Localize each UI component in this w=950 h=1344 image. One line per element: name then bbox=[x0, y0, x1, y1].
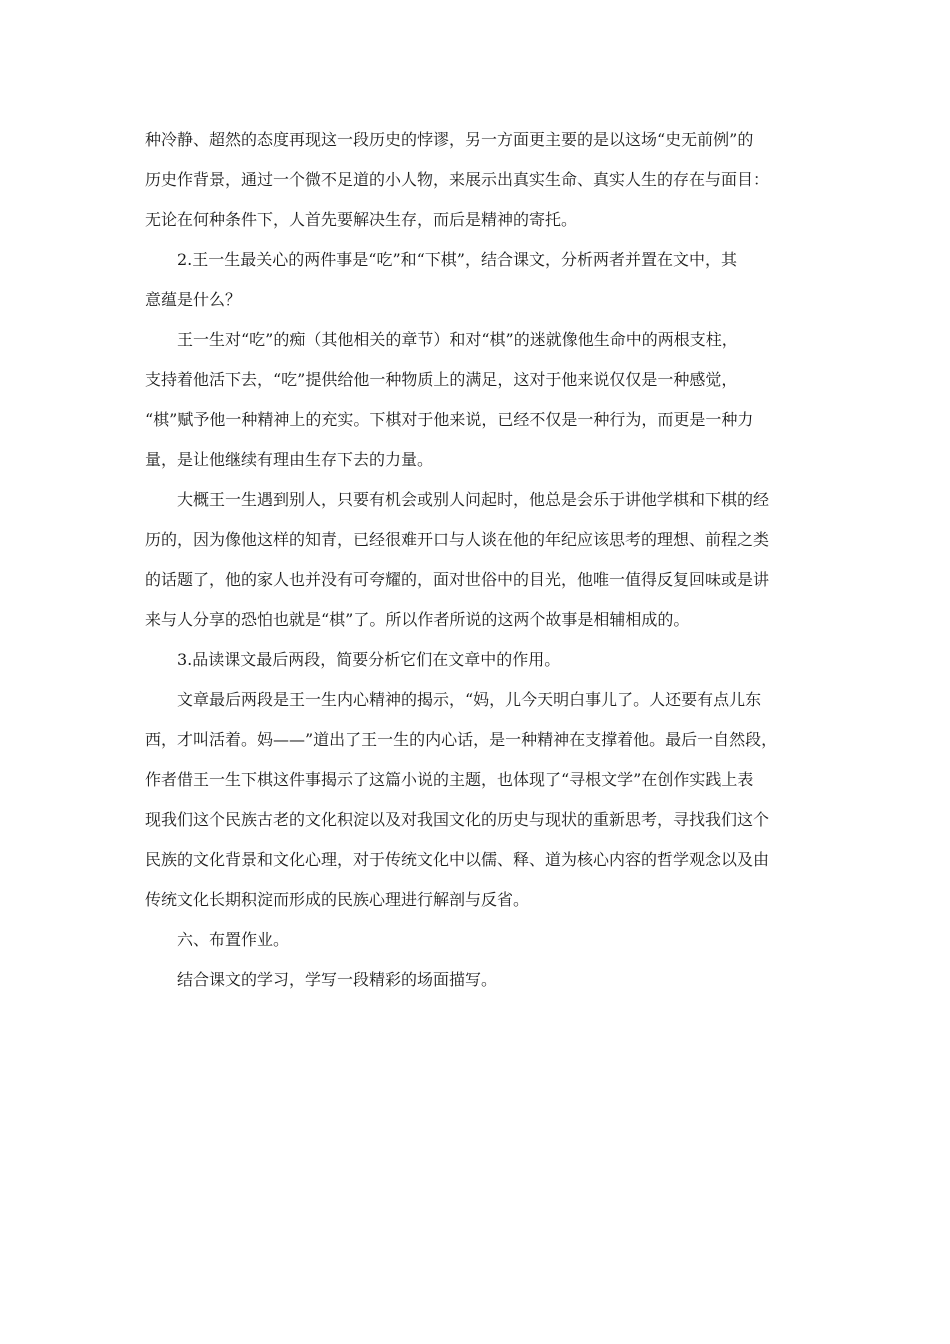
text-line: 作者借王一生下棋这件事揭示了这篇小说的主题，也体现了“寻根文学”在创作实践上表 bbox=[145, 770, 754, 789]
text-line: 王一生对“吃”的痴（其他相关的章节）和对“棋”的迷就像他生命中的两根支柱， bbox=[177, 330, 738, 349]
text-line: 支持着他活下去，“吃”提供给他一种物质上的满足，这对于他来说仅仅是一种感觉， bbox=[145, 370, 738, 389]
text-line: 结合课文的学习，学写一段精彩的场面描写。 bbox=[177, 970, 498, 989]
text-line: 传统文化长期积淀而形成的民族心理进行解剖与反省。 bbox=[145, 890, 530, 909]
text-line: “棋”赋予他一种精神上的充实。下棋对于他来说，已经不仅是一种行为，而更是一种力 bbox=[145, 410, 754, 429]
text-line: 现我们这个民族古老的文化积淀以及对我国文化的历史与现状的重新思考，寻找我们这个 bbox=[145, 810, 770, 829]
text-line: 六、布置作业。 bbox=[177, 930, 290, 949]
text-line: 的话题了，他的家人也并没有可夸耀的，面对世俗中的目光，他唯一值得反复回味或是讲 bbox=[145, 570, 770, 589]
text-line: 来与人分享的恐怕也就是“棋”了。所以作者所说的这两个故事是相辅相成的。 bbox=[145, 610, 690, 629]
text-line: 无论在何种条件下，人首先要解决生存，而后是精神的寄托。 bbox=[145, 210, 578, 229]
text-line: 2.王一生最关心的两件事是“吃”和“下棋”，结合课文，分析两者并置在文中，其 bbox=[177, 250, 737, 269]
text-line: 历的，因为像他这样的知青，已经很难开口与人谈在他的年纪应该思考的理想、前程之类 bbox=[145, 530, 770, 549]
text-line: 3.品读课文最后两段，简要分析它们在文章中的作用。 bbox=[177, 650, 561, 669]
text-line: 大概王一生遇到别人，只要有机会或别人问起时，他总是会乐于讲他学棋和下棋的经 bbox=[177, 490, 770, 509]
text-line: 民族的文化背景和文化心理，对于传统文化中以儒、释、道为核心内容的哲学观念以及由 bbox=[145, 850, 770, 869]
text-line: 历史作背景，通过一个微不足道的小人物，来展示出真实生命、真实人生的存在与面目： bbox=[145, 170, 770, 189]
text-line: 种冷静、超然的态度再现这一段历史的悖谬，另一方面更主要的是以这场“史无前例”的 bbox=[145, 130, 754, 149]
document-body bbox=[145, 120, 813, 1000]
text-line: 量，是让他继续有理由生存下去的力量。 bbox=[145, 450, 434, 469]
text-line: 西，才叫活着。妈——”道出了王一生的内心话，是一种精神在支撑着他。最后一自然段， bbox=[145, 730, 778, 749]
text-line: 意蕴是什么？ bbox=[145, 290, 242, 309]
text-line: 文章最后两段是王一生内心精神的揭示，“妈，儿今天明白事儿了。人还要有点儿东 bbox=[177, 690, 762, 709]
